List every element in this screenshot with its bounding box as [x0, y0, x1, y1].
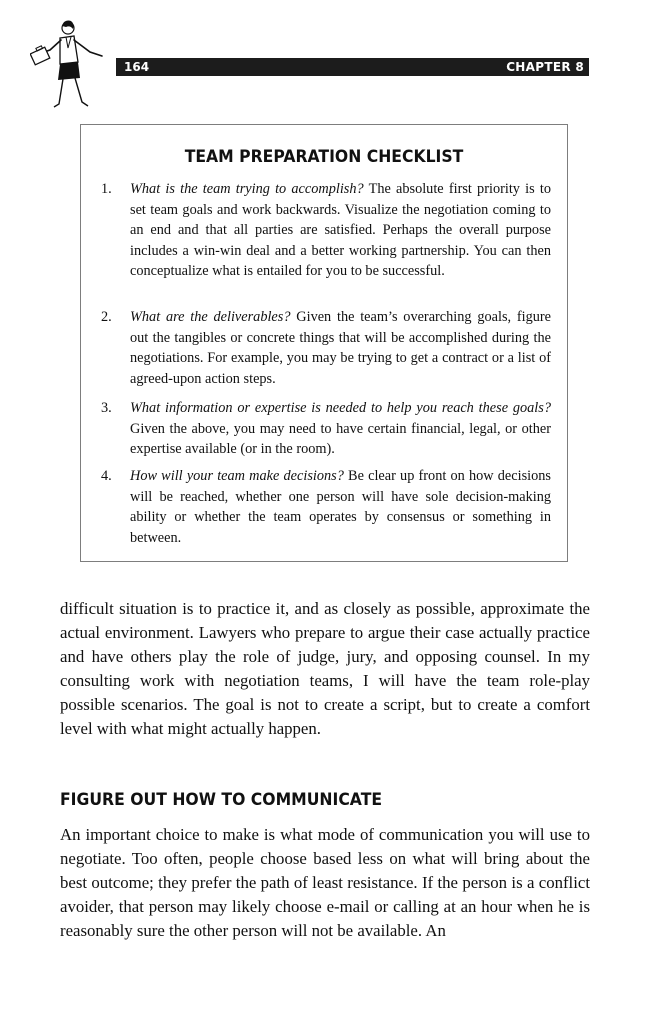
body-paragraph: difficult situation is to practice it, and as closely as possible, approximate the actual environment. Lawyers who prepare to argue their case actually practice and have others play the role of judge, jury, and opposing counsel. In my consulting work with negotiation teams, I will have the team role-play possible scenarios. The goal is not to create a script, but to create a comfort level with what might actually happen. [60, 599, 590, 739]
item-text: Given the above, you may need to have certain financial, legal, or other expertise available (or in the room). [130, 420, 551, 457]
item-text: The absolute first priority is to set team goals and work backwards. Visualize the negotiation coming to an end and that all parties are satisfied. Perhaps the overall purpose includes a win-win deal and a better working partnership. You can then conceptualize what is entailed for you to be successful. [130, 181, 551, 279]
item-body [130, 398, 551, 460]
item-question: What information or expertise is needed to help you reach these goals? [130, 400, 551, 416]
item-body [130, 179, 551, 282]
checklist-title: TEAM PREPARATION CHECKLIST [184, 147, 464, 167]
item-question: What is the team trying to accomplish? [130, 181, 364, 197]
businesswoman-icon [30, 18, 108, 110]
item-number: 4. [101, 468, 112, 484]
page-number: 164 [124, 60, 150, 74]
section-heading: FIGURE OUT HOW TO COMMUNICATE [60, 790, 383, 810]
item-text: Given the team’s overarching goals, figure out the tangibles or concrete things that will be accomplished during the negotiations. For example, you may be trying to get a contract or a list of agreed-upon action steps. [130, 309, 551, 387]
body-paragraph: An important choice to make is what mode of communication you will use to negotiate. Too often, people choose based less on what will bring about the best outcome; they prefer the path of least resistance. If the person is a conflict avoider, that person may likely choose e-mail or calling at an hour when he is reasonably sure the other person will not be available. An [60, 825, 590, 941]
item-text: Be clear up front on how decisions will be reached, whether one person will have sole decision-making ability or whether the team operates by consensus or something in between. [130, 468, 551, 546]
item-number: 1. [101, 181, 112, 197]
running-header [116, 58, 589, 76]
chapter-label: CHAPTER 8 [506, 60, 584, 74]
item-question: What are the deliverables? [130, 309, 291, 325]
checklist-box [80, 124, 568, 562]
item-number: 2. [101, 309, 112, 325]
item-question: How will your team make decisions? [130, 468, 344, 484]
item-body [130, 466, 551, 548]
item-body [130, 307, 551, 389]
item-number: 3. [101, 400, 112, 416]
